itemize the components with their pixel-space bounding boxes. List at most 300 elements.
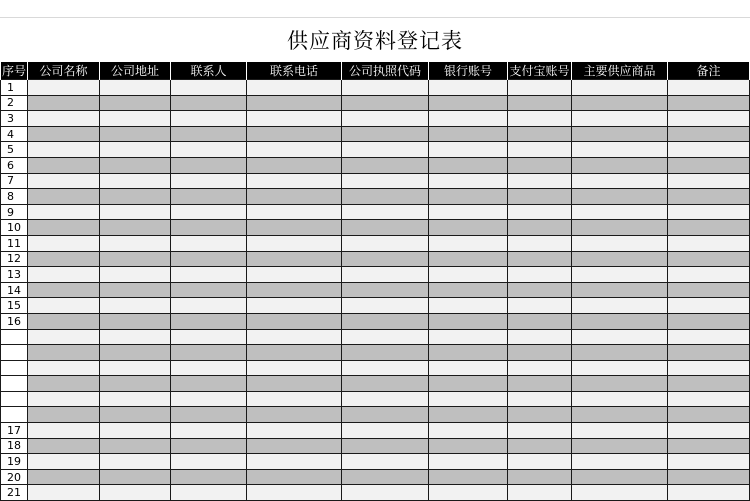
- table-cell[interactable]: [342, 251, 429, 267]
- table-cell[interactable]: [100, 267, 171, 283]
- table-cell[interactable]: [342, 313, 429, 329]
- table-cell[interactable]: [28, 126, 100, 142]
- row-number-cell[interactable]: 15: [1, 298, 28, 314]
- table-cell[interactable]: [247, 157, 342, 173]
- table-cell[interactable]: [668, 423, 750, 439]
- table-cell[interactable]: [508, 485, 572, 501]
- table-cell[interactable]: [28, 235, 100, 251]
- row-number-cell[interactable]: 4: [1, 126, 28, 142]
- row-number-cell[interactable]: 19: [1, 454, 28, 470]
- table-cell[interactable]: [668, 126, 750, 142]
- table-cell[interactable]: [508, 173, 572, 189]
- table-cell[interactable]: [28, 313, 100, 329]
- table-cell[interactable]: [28, 173, 100, 189]
- table-cell[interactable]: [342, 189, 429, 205]
- table-cell[interactable]: [247, 189, 342, 205]
- table-cell[interactable]: [28, 329, 100, 345]
- row-number-cell[interactable]: [1, 360, 28, 376]
- table-cell[interactable]: [508, 454, 572, 470]
- table-cell[interactable]: [342, 204, 429, 220]
- table-cell[interactable]: [28, 189, 100, 205]
- table-cell[interactable]: [508, 95, 572, 111]
- table-cell[interactable]: [171, 376, 247, 392]
- table-cell[interactable]: [508, 298, 572, 314]
- table-cell[interactable]: [508, 423, 572, 439]
- table-cell[interactable]: [508, 111, 572, 127]
- table-cell[interactable]: [572, 235, 668, 251]
- column-header[interactable]: 公司名称: [28, 62, 100, 80]
- table-cell[interactable]: [668, 189, 750, 205]
- table-cell[interactable]: [247, 298, 342, 314]
- table-cell[interactable]: [572, 407, 668, 423]
- table-cell[interactable]: [508, 376, 572, 392]
- table-cell[interactable]: [247, 469, 342, 485]
- table-cell[interactable]: [429, 329, 508, 345]
- table-cell[interactable]: [668, 469, 750, 485]
- table-cell[interactable]: [171, 142, 247, 158]
- row-number-cell[interactable]: 21: [1, 485, 28, 501]
- table-cell[interactable]: [508, 407, 572, 423]
- table-cell[interactable]: [342, 391, 429, 407]
- table-cell[interactable]: [342, 111, 429, 127]
- table-cell[interactable]: [508, 391, 572, 407]
- table-cell[interactable]: [668, 438, 750, 454]
- table-cell[interactable]: [429, 220, 508, 236]
- table-cell[interactable]: [28, 407, 100, 423]
- table-cell[interactable]: [429, 438, 508, 454]
- table-cell[interactable]: [508, 80, 572, 96]
- table-cell[interactable]: [508, 157, 572, 173]
- table-row: [1, 235, 750, 251]
- row-number-cell[interactable]: 6: [1, 157, 28, 173]
- row-number-cell[interactable]: 5: [1, 142, 28, 158]
- table-row: [1, 267, 750, 283]
- table-cell[interactable]: [171, 407, 247, 423]
- table-cell[interactable]: [28, 454, 100, 470]
- table-cell[interactable]: [171, 189, 247, 205]
- table-cell[interactable]: [572, 438, 668, 454]
- table-cell[interactable]: [247, 313, 342, 329]
- table-cell[interactable]: [429, 485, 508, 501]
- table-cell[interactable]: [28, 95, 100, 111]
- table-cell[interactable]: [247, 282, 342, 298]
- table-cell[interactable]: [342, 485, 429, 501]
- table-cell[interactable]: [100, 469, 171, 485]
- table-cell[interactable]: [342, 80, 429, 96]
- table-cell[interactable]: [429, 345, 508, 361]
- table-cell[interactable]: [247, 407, 342, 423]
- column-header[interactable]: 公司执照代码: [342, 62, 429, 80]
- table-cell[interactable]: [508, 235, 572, 251]
- table-cell[interactable]: [429, 173, 508, 189]
- table-cell[interactable]: [429, 235, 508, 251]
- table-cell[interactable]: [171, 469, 247, 485]
- table-cell[interactable]: [247, 95, 342, 111]
- table-cell[interactable]: [247, 454, 342, 470]
- table-cell[interactable]: [508, 220, 572, 236]
- table-row: [1, 126, 750, 142]
- table-cell[interactable]: [668, 345, 750, 361]
- table-cell[interactable]: [171, 313, 247, 329]
- table-cell[interactable]: [247, 80, 342, 96]
- column-header[interactable]: 支付宝账号: [509, 64, 570, 78]
- table-cell[interactable]: [508, 126, 572, 142]
- row-number-cell[interactable]: 7: [1, 173, 28, 189]
- row-number-cell[interactable]: [1, 391, 28, 407]
- column-header[interactable]: 联系电话: [247, 62, 342, 80]
- row-number-cell[interactable]: 12: [1, 251, 28, 267]
- table-cell[interactable]: [171, 126, 247, 142]
- table-cell[interactable]: [247, 267, 342, 283]
- table-cell[interactable]: [247, 173, 342, 189]
- table-cell[interactable]: [429, 111, 508, 127]
- table-cell[interactable]: [342, 345, 429, 361]
- table-cell[interactable]: [572, 251, 668, 267]
- table-cell[interactable]: [668, 267, 750, 283]
- table-cell[interactable]: [572, 485, 668, 501]
- table-cell[interactable]: [100, 204, 171, 220]
- table-cell[interactable]: [28, 157, 100, 173]
- table-cell[interactable]: [171, 329, 247, 345]
- table-cell[interactable]: [342, 267, 429, 283]
- column-header[interactable]: 备注: [668, 62, 750, 80]
- table-cell[interactable]: [429, 189, 508, 205]
- table-cell[interactable]: [100, 345, 171, 361]
- table-cell[interactable]: [247, 345, 342, 361]
- table-cell[interactable]: [100, 454, 171, 470]
- table-cell[interactable]: [508, 204, 572, 220]
- table-cell[interactable]: [429, 423, 508, 439]
- table-cell[interactable]: [572, 454, 668, 470]
- table-cell[interactable]: [572, 298, 668, 314]
- table-cell[interactable]: [342, 282, 429, 298]
- row-number-cell[interactable]: 13: [1, 267, 28, 283]
- table-cell[interactable]: [100, 485, 171, 501]
- table-cell[interactable]: [572, 376, 668, 392]
- row-number-cell[interactable]: 14: [1, 282, 28, 298]
- row-number-cell[interactable]: 3: [1, 111, 28, 127]
- table-cell[interactable]: [572, 189, 668, 205]
- table-cell[interactable]: [429, 95, 508, 111]
- table-cell[interactable]: [508, 189, 572, 205]
- table-cell[interactable]: [342, 360, 429, 376]
- table-cell[interactable]: [668, 360, 750, 376]
- row-number-cell[interactable]: 16: [1, 313, 28, 329]
- table-cell[interactable]: [171, 391, 247, 407]
- table-cell[interactable]: [28, 80, 100, 96]
- table-cell[interactable]: [342, 376, 429, 392]
- table-cell[interactable]: [572, 80, 668, 96]
- row-number-cell[interactable]: [1, 329, 28, 345]
- table-cell[interactable]: [668, 391, 750, 407]
- table-cell[interactable]: [247, 423, 342, 439]
- table-cell[interactable]: [508, 438, 572, 454]
- table-cell[interactable]: [508, 360, 572, 376]
- table-cell[interactable]: [247, 485, 342, 501]
- table-cell[interactable]: [572, 126, 668, 142]
- table-cell[interactable]: [171, 95, 247, 111]
- table-cell[interactable]: [508, 282, 572, 298]
- table-cell[interactable]: [668, 142, 750, 158]
- table-cell[interactable]: [100, 282, 171, 298]
- table-cell[interactable]: [572, 204, 668, 220]
- table-cell[interactable]: [668, 282, 750, 298]
- row-number-cell[interactable]: [1, 407, 28, 423]
- table-cell[interactable]: [572, 220, 668, 236]
- table-row: [1, 220, 750, 236]
- table-row: [1, 329, 750, 345]
- table-cell[interactable]: [28, 438, 100, 454]
- column-header[interactable]: 序号: [1, 64, 26, 78]
- table-cell[interactable]: [171, 204, 247, 220]
- table-cell[interactable]: [429, 282, 508, 298]
- table-cell[interactable]: [28, 220, 100, 236]
- table-cell[interactable]: [100, 423, 171, 439]
- table-cell[interactable]: [100, 173, 171, 189]
- table-cell[interactable]: [429, 267, 508, 283]
- table-cell[interactable]: [100, 313, 171, 329]
- table-cell[interactable]: [100, 220, 171, 236]
- table-cell[interactable]: [28, 485, 100, 501]
- table-cell[interactable]: [668, 111, 750, 127]
- table-cell[interactable]: [572, 95, 668, 111]
- table-row: [1, 298, 750, 314]
- table-row: [1, 142, 750, 158]
- table-cell[interactable]: [100, 329, 171, 345]
- table-cell[interactable]: [429, 391, 508, 407]
- table-cell[interactable]: [668, 235, 750, 251]
- table-cell[interactable]: [342, 454, 429, 470]
- table-cell[interactable]: [28, 282, 100, 298]
- table-cell[interactable]: [171, 251, 247, 267]
- table-row: [1, 111, 750, 127]
- table-cell[interactable]: [429, 126, 508, 142]
- table-cell[interactable]: [247, 376, 342, 392]
- supplier-table: [0, 62, 750, 501]
- table-cell[interactable]: [100, 142, 171, 158]
- table-cell[interactable]: [28, 267, 100, 283]
- table-cell[interactable]: [342, 157, 429, 173]
- table-cell[interactable]: [28, 298, 100, 314]
- table-cell[interactable]: [668, 376, 750, 392]
- table-cell[interactable]: [100, 111, 171, 127]
- table-cell[interactable]: [171, 220, 247, 236]
- table-cell[interactable]: [668, 313, 750, 329]
- table-cell[interactable]: [100, 95, 171, 111]
- table-cell[interactable]: [28, 469, 100, 485]
- row-number-cell[interactable]: 10: [1, 220, 28, 236]
- table-cell[interactable]: [668, 298, 750, 314]
- table-cell[interactable]: [247, 235, 342, 251]
- table-cell[interactable]: [342, 95, 429, 111]
- table-cell[interactable]: [429, 454, 508, 470]
- table-cell[interactable]: [100, 407, 171, 423]
- table-cell[interactable]: [171, 282, 247, 298]
- table-cell[interactable]: [429, 376, 508, 392]
- table-cell[interactable]: [171, 345, 247, 361]
- table-cell[interactable]: [668, 485, 750, 501]
- table-cell[interactable]: [247, 329, 342, 345]
- table-cell[interactable]: [572, 282, 668, 298]
- table-cell[interactable]: [508, 313, 572, 329]
- column-header[interactable]: 主要供应商品: [572, 62, 668, 80]
- table-cell[interactable]: [668, 407, 750, 423]
- table-cell[interactable]: [100, 157, 171, 173]
- table-cell[interactable]: [429, 80, 508, 96]
- table-cell[interactable]: [100, 235, 171, 251]
- table-cell[interactable]: [247, 111, 342, 127]
- table-cell[interactable]: [171, 267, 247, 283]
- table-cell[interactable]: [572, 142, 668, 158]
- table-cell[interactable]: [668, 173, 750, 189]
- table-cell[interactable]: [247, 126, 342, 142]
- table-cell[interactable]: [668, 220, 750, 236]
- table-cell[interactable]: [342, 142, 429, 158]
- table-cell[interactable]: [100, 189, 171, 205]
- table-cell[interactable]: [429, 157, 508, 173]
- table-cell[interactable]: [508, 142, 572, 158]
- table-cell[interactable]: [342, 423, 429, 439]
- table-cell[interactable]: [429, 360, 508, 376]
- sheet-title: 供应商资料登记表: [287, 29, 463, 53]
- table-cell[interactable]: [28, 204, 100, 220]
- top-border-line: [0, 17, 750, 18]
- table-cell[interactable]: [508, 251, 572, 267]
- table-cell[interactable]: [572, 391, 668, 407]
- table-cell[interactable]: [100, 438, 171, 454]
- table-cell[interactable]: [28, 142, 100, 158]
- table-cell[interactable]: [171, 157, 247, 173]
- row-number-cell[interactable]: 17: [1, 423, 28, 439]
- column-header[interactable]: 公司地址: [100, 62, 171, 80]
- table-cell[interactable]: [171, 235, 247, 251]
- column-header[interactable]: 联系人: [171, 62, 247, 80]
- table-cell[interactable]: [100, 376, 171, 392]
- table-cell[interactable]: [342, 407, 429, 423]
- table-cell[interactable]: [247, 360, 342, 376]
- table-cell[interactable]: [572, 313, 668, 329]
- table-cell[interactable]: [342, 329, 429, 345]
- table-cell[interactable]: [28, 251, 100, 267]
- table-cell[interactable]: [171, 438, 247, 454]
- table-cell[interactable]: [171, 173, 247, 189]
- table-row: [1, 376, 750, 392]
- table-row: [1, 360, 750, 376]
- table-cell[interactable]: [100, 80, 171, 96]
- table-cell[interactable]: [247, 438, 342, 454]
- row-number-cell[interactable]: 9: [1, 204, 28, 220]
- table-cell[interactable]: [100, 360, 171, 376]
- table-row: [1, 95, 750, 111]
- table-cell[interactable]: [429, 298, 508, 314]
- table-cell[interactable]: [508, 329, 572, 345]
- table-cell[interactable]: [171, 423, 247, 439]
- table-cell[interactable]: [572, 469, 668, 485]
- table-cell[interactable]: [342, 235, 429, 251]
- table-cell[interactable]: [342, 173, 429, 189]
- table-cell[interactable]: [429, 407, 508, 423]
- table-cell[interactable]: [508, 267, 572, 283]
- table-cell[interactable]: [508, 345, 572, 361]
- table-cell[interactable]: [342, 469, 429, 485]
- table-cell[interactable]: [171, 111, 247, 127]
- table-row: [1, 469, 750, 485]
- table-cell[interactable]: [572, 173, 668, 189]
- table-cell[interactable]: [171, 298, 247, 314]
- column-header[interactable]: 银行账号: [429, 62, 508, 80]
- table-cell[interactable]: [668, 329, 750, 345]
- table-cell[interactable]: [100, 391, 171, 407]
- table-cell[interactable]: [171, 360, 247, 376]
- table-cell[interactable]: [247, 204, 342, 220]
- row-number-cell[interactable]: 2: [1, 95, 28, 111]
- table-cell[interactable]: [572, 157, 668, 173]
- table-cell[interactable]: [247, 391, 342, 407]
- table-cell[interactable]: [572, 345, 668, 361]
- table-cell[interactable]: [28, 376, 100, 392]
- table-cell[interactable]: [171, 80, 247, 96]
- table-cell[interactable]: [28, 391, 100, 407]
- table-cell[interactable]: [247, 251, 342, 267]
- table-row: [1, 173, 750, 189]
- table-cell[interactable]: [572, 267, 668, 283]
- table-cell[interactable]: [342, 298, 429, 314]
- table-cell[interactable]: [28, 111, 100, 127]
- row-number-cell[interactable]: [1, 345, 28, 361]
- table-cell[interactable]: [342, 220, 429, 236]
- table-cell[interactable]: [342, 126, 429, 142]
- row-number-cell[interactable]: [1, 376, 28, 392]
- table-row: [1, 189, 750, 205]
- table-row: [1, 251, 750, 267]
- table-row: [1, 423, 750, 439]
- table-cell[interactable]: [171, 454, 247, 470]
- table-cell[interactable]: [429, 251, 508, 267]
- row-number-cell[interactable]: 8: [1, 189, 28, 205]
- row-number-cell[interactable]: 18: [1, 438, 28, 454]
- row-number-cell[interactable]: 1: [1, 80, 28, 96]
- table-cell[interactable]: [572, 329, 668, 345]
- table-cell[interactable]: [572, 360, 668, 376]
- table-cell[interactable]: [28, 360, 100, 376]
- table-cell[interactable]: [668, 95, 750, 111]
- table-cell[interactable]: [668, 204, 750, 220]
- table-cell[interactable]: [28, 423, 100, 439]
- table-cell[interactable]: [247, 220, 342, 236]
- table-cell[interactable]: [572, 111, 668, 127]
- table-cell[interactable]: [508, 469, 572, 485]
- table-cell[interactable]: [171, 485, 247, 501]
- table-cell[interactable]: [668, 251, 750, 267]
- table-cell[interactable]: [668, 454, 750, 470]
- table-body: [1, 80, 750, 501]
- row-number-cell[interactable]: 20: [1, 469, 28, 485]
- table-cell[interactable]: [572, 423, 668, 439]
- table-cell[interactable]: [28, 345, 100, 361]
- table-cell[interactable]: [429, 204, 508, 220]
- row-number-cell[interactable]: 11: [1, 235, 28, 251]
- table-cell[interactable]: [429, 313, 508, 329]
- table-cell[interactable]: [429, 469, 508, 485]
- table-cell[interactable]: [100, 251, 171, 267]
- table-cell[interactable]: [100, 298, 171, 314]
- table-cell[interactable]: [247, 142, 342, 158]
- table-cell[interactable]: [668, 157, 750, 173]
- table-cell[interactable]: [429, 142, 508, 158]
- table-cell[interactable]: [668, 80, 750, 96]
- table-cell[interactable]: [342, 438, 429, 454]
- table-cell[interactable]: [100, 126, 171, 142]
